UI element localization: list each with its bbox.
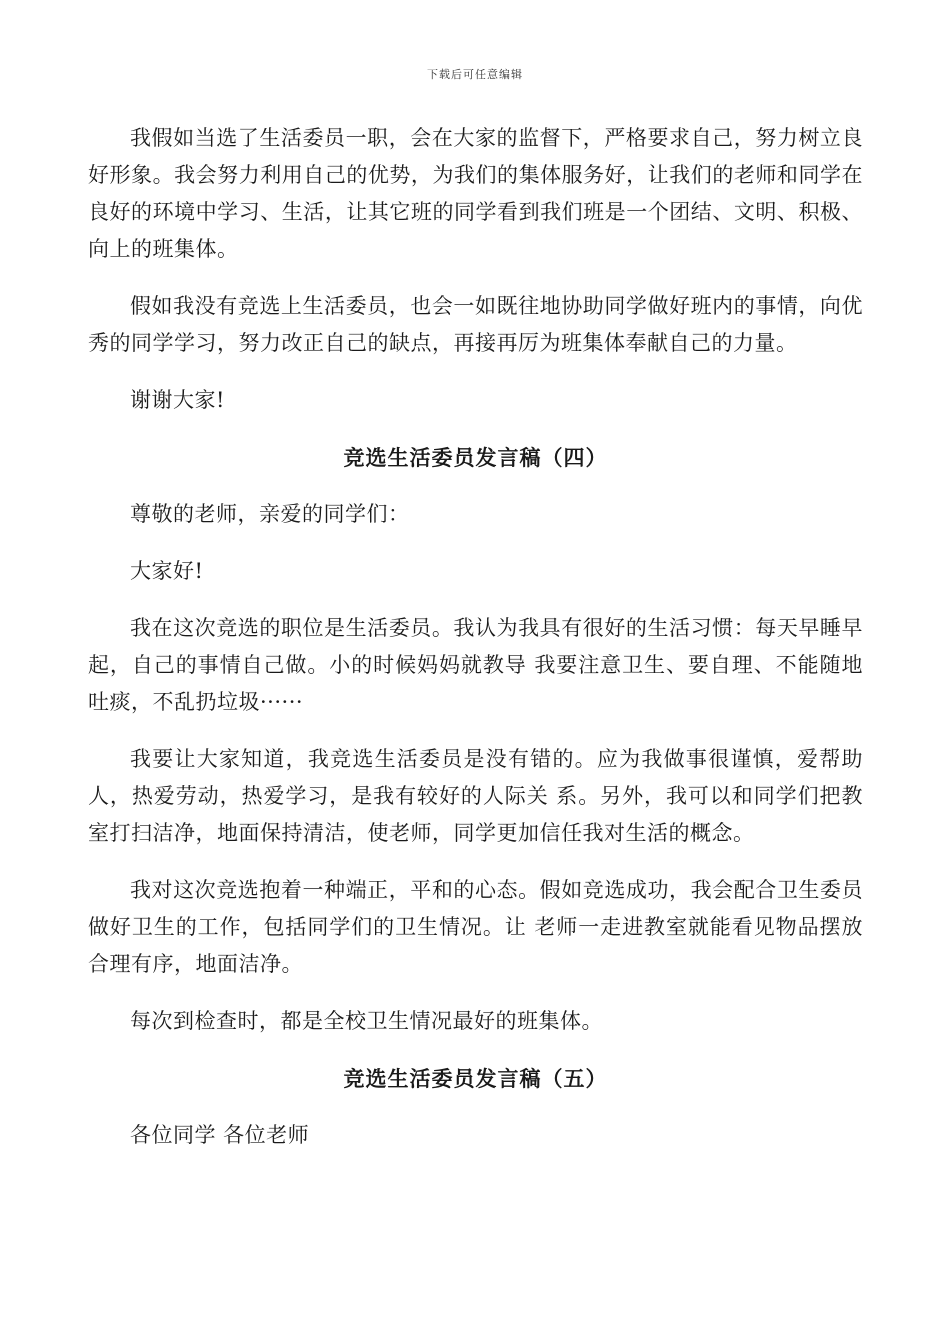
paragraph-4: 尊敬的老师，亲爱的同学们： [130,502,410,526]
paragraph-1: 我假如当选了生活委员一职，会在大家的监督下，严格要求自己，努力树立良好形象。我会努力利用自己的优势，为我们的集体服务好，让我们的老师和同学在良好的环境中学习、生活，让其它班的同学看到我们班是一个团结、文明、积极、向上的班集体。 [88,126,863,261]
paragraph-2: 假如我没有竞选上生活委员，也会一如既往地协助同学做好班内的事情，向优秀的同学学习，努力改正自己的缺点，再接再厉为班集体奉献自己的力量。 [88,294,863,355]
document-body [88,120,863,1174]
section-heading-5: 竞选生活委员发言稿（五） [343,1066,608,1091]
paragraph-10: 各位同学 各位老师 [130,1123,310,1147]
section-heading-4: 竞选生活委员发言稿（四） [343,445,608,470]
paragraph-9: 每次到检查时，都是全校卫生情况最好的班集体。 [130,1009,603,1033]
paragraph-3: 谢谢大家! [130,388,225,412]
paragraph-7: 我要让大家知道，我竞选生活委员是没有错的。应为我做事很谨慎，爱帮助人，热爱劳动，热爱学习，是我有较好的人际关 系。另外，我可以和同学们把教室打扫洁净，地面保持清洁，使老师，同学更加信任我对生活的概念。 [88,747,863,845]
page-header-note: 下载后可任意编辑 [427,68,523,81]
paragraph-5: 大家好! [130,559,204,583]
paragraph-6: 我在这次竞选的职位是生活委员。我认为我具有很好的生活习惯：每天早睡早起，自己的事情自己做。小的时候妈妈就教导 我要注意卫生、要自理、不能随地吐痰，不乱扔垃圾······ [88,616,863,714]
paragraph-8: 我对这次竞选抱着一种端正，平和的心态。假如竞选成功，我会配合卫生委员做好卫生的工作，包括同学们的卫生情况。让 老师一走进教室就能看见物品摆放合理有序，地面洁净。 [88,878,863,976]
